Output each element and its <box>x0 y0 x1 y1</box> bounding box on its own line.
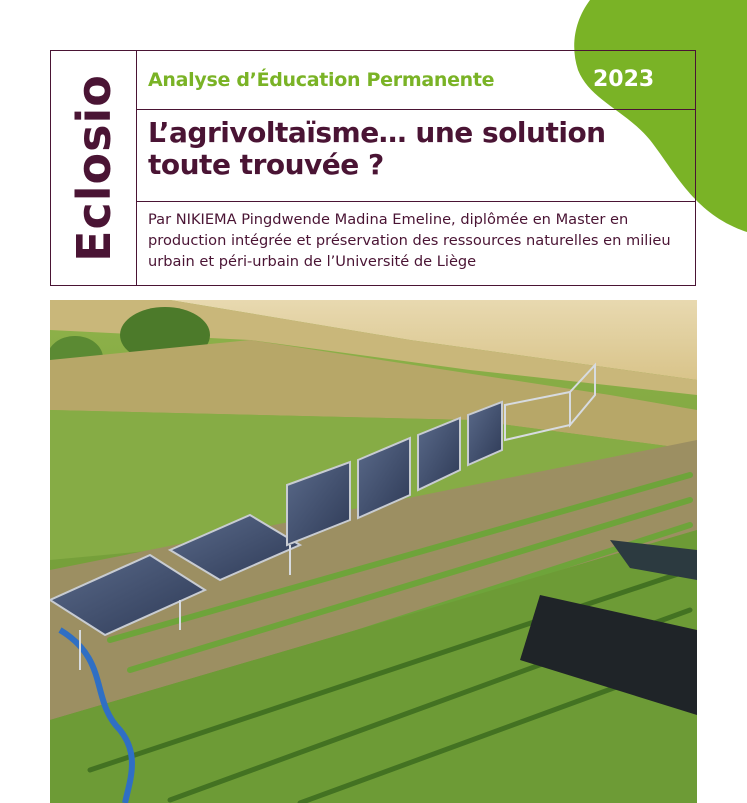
author-line: Par NIKIEMA Pingdwende Madina Emeline, diplômée en Master en production intégrée et préservation des ressources naturelles en milieu urbain et péri-urbain de l’Université de Liège <box>148 211 671 270</box>
document-title: L’agrivoltaïsme… une solution toute trouvée ? <box>148 116 606 181</box>
brand-column <box>51 51 137 285</box>
agrivoltaic-field-illustration <box>50 300 697 803</box>
eclosio-logo: Eclosio <box>66 74 121 262</box>
cover-photo <box>50 300 697 803</box>
divider <box>137 109 695 110</box>
publication-year: 2023 <box>593 67 655 92</box>
header-box <box>50 50 696 286</box>
publication-kicker: Analyse d’Éducation Permanente <box>148 69 495 91</box>
divider <box>137 201 695 202</box>
